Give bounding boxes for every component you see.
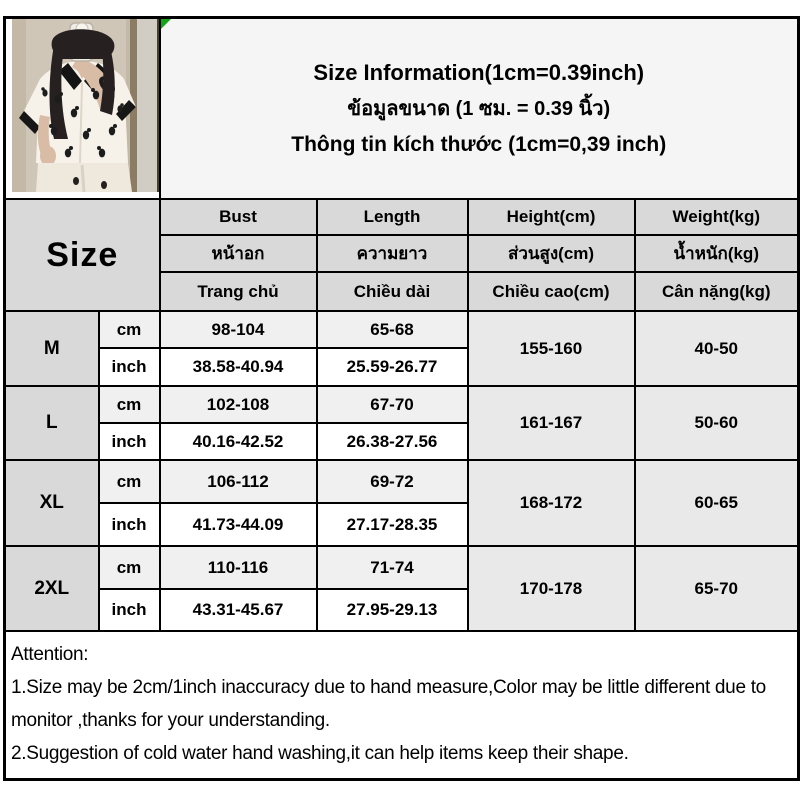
unit-label-inch: inch [99, 348, 160, 386]
cell-l-cm-bust: 102-108 [160, 386, 317, 423]
size-table [3, 16, 800, 781]
col-header-weight-vi: Cân nặng(kg) [635, 272, 799, 311]
attention-heading: Attention: [11, 644, 89, 665]
col-header-height-en: Height(cm) [468, 199, 635, 235]
size-label-xl: XL [5, 460, 99, 546]
cell-l-weight: 50-60 [635, 386, 799, 460]
cell-2xl-height: 170-178 [468, 546, 635, 631]
col-header-bust-th: หน้าอก [160, 235, 317, 272]
product-photo-illustration [12, 19, 160, 192]
cell-m-height: 155-160 [468, 311, 635, 386]
cell-m-cm-length: 65-68 [317, 311, 468, 348]
cell-m-weight: 40-50 [635, 311, 799, 386]
title-cell [160, 18, 799, 200]
size-label-2xl: 2XL [5, 546, 99, 631]
unit-label-inch: inch [99, 503, 160, 546]
col-header-height-th: ส่วนสูง(cm) [468, 235, 635, 272]
attention-note-1: 1.Size may be 2cm/1inch inaccuracy due to hand measure,Color may be little different due to monitor ,thanks for your understanding. [11, 677, 766, 731]
col-header-weight-en: Weight(kg) [635, 199, 799, 235]
title-english: Size Information(1cm=0.39inch) [313, 59, 645, 85]
col-header-length-th: ความยาว [317, 235, 468, 272]
col-header-bust-vi: Trang chủ [160, 272, 317, 311]
cell-m-inch-length: 25.59-26.77 [317, 348, 468, 386]
attention-section [5, 631, 799, 779]
unit-label-cm: cm [99, 546, 160, 589]
cell-xl-cm-length: 69-72 [317, 460, 468, 503]
col-header-height-vi: Chiều cao(cm) [468, 272, 635, 311]
col-header-length-en: Length [317, 199, 468, 235]
cell-xl-weight: 60-65 [635, 460, 799, 546]
unit-label-cm: cm [99, 311, 160, 348]
cell-xl-height: 168-172 [468, 460, 635, 546]
unit-label-cm: cm [99, 460, 160, 503]
cell-m-inch-bust: 38.58-40.94 [160, 348, 317, 386]
unit-label-cm: cm [99, 386, 160, 423]
cell-m-cm-bust: 98-104 [160, 311, 317, 348]
size-label-l: L [5, 386, 99, 460]
cell-2xl-inch-bust: 43.31-45.67 [160, 589, 317, 631]
cell-2xl-weight: 65-70 [635, 546, 799, 631]
cell-l-cm-length: 67-70 [317, 386, 468, 423]
col-header-bust-en: Bust [160, 199, 317, 235]
title-vietnamese: Thông tin kích thước (1cm=0,39 inch) [291, 132, 667, 156]
unit-label-inch: inch [99, 423, 160, 460]
cell-l-inch-bust: 40.16-42.52 [160, 423, 317, 460]
attention-note-2: 2.Suggestion of cold water hand washing,it can help items keep their shape. [11, 743, 629, 764]
cell-2xl-cm-bust: 110-116 [160, 546, 317, 589]
size-header: Size [5, 199, 160, 311]
cell-2xl-inch-length: 27.95-29.13 [317, 589, 468, 631]
cell-l-inch-length: 26.38-27.56 [317, 423, 468, 460]
cell-2xl-cm-length: 71-74 [317, 546, 468, 589]
unit-label-inch: inch [99, 589, 160, 631]
cell-xl-inch-bust: 41.73-44.09 [160, 503, 317, 546]
product-photo [12, 19, 159, 192]
cell-xl-cm-bust: 106-112 [160, 460, 317, 503]
size-label-m: M [5, 311, 99, 386]
cell-l-height: 161-167 [468, 386, 635, 460]
cell-xl-inch-length: 27.17-28.35 [317, 503, 468, 546]
product-photo-cell [5, 18, 160, 200]
col-header-weight-th: น้ำหนัก(kg) [635, 235, 799, 272]
title-thai: ข้อมูลขนาด (1 ซม. = 0.39 นิ้ว) [347, 97, 611, 120]
excel-corner-marker-icon [161, 19, 171, 29]
col-header-length-vi: Chiều dài [317, 272, 468, 311]
